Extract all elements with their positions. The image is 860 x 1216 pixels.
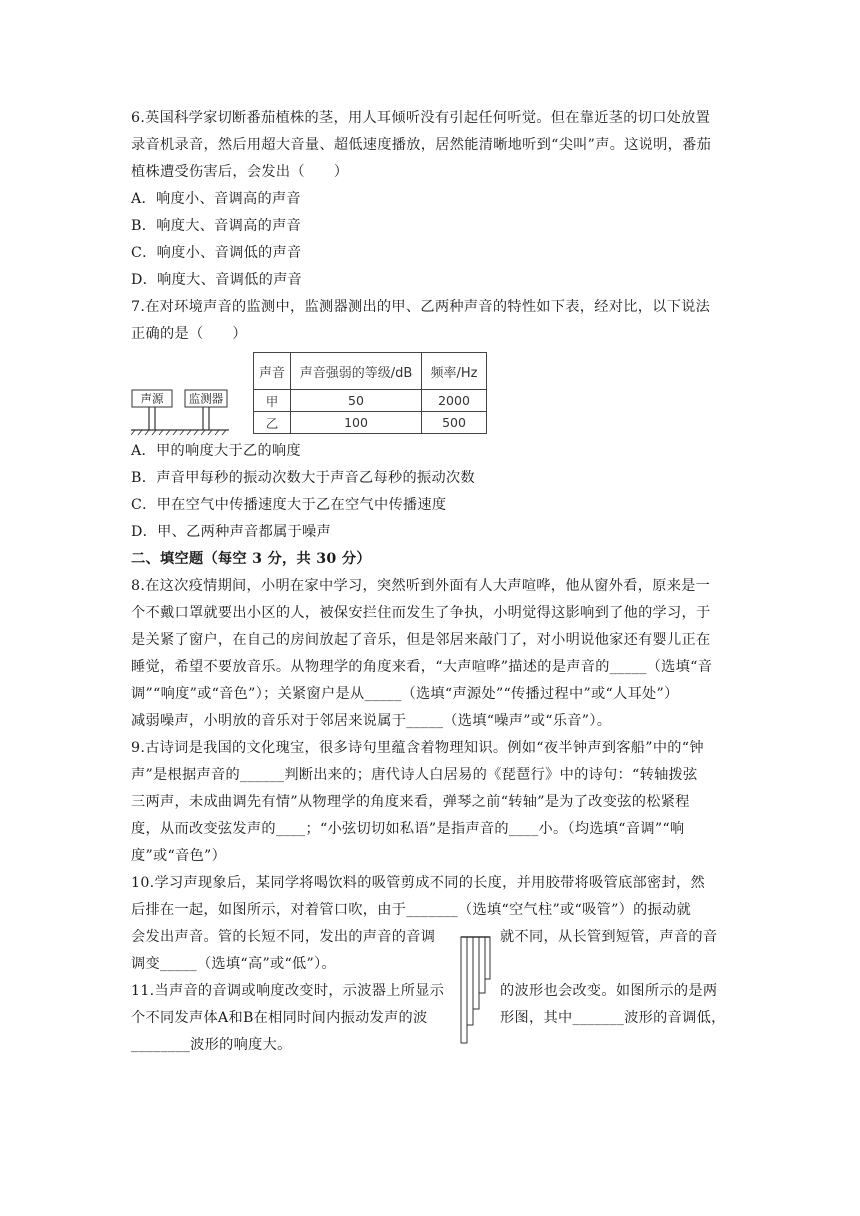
q9-line-3: 三两声，未成曲调先有情”从物理学的角度来看，弹琴之前“转轴”是为了改变弦的松紧程 xyxy=(131,794,690,810)
q9-line-2: 声”是根据声音的______判断出来的；唐代诗人白居易的《琵琶行》中的诗句：“转轴拨弦 xyxy=(131,767,698,783)
q11-line-1a: 11.当声音的音调或响度改变时，示波器上所显示 xyxy=(131,983,445,999)
q7-stem-line-1: 7.在对环境声音的监测中，监测器测出的甲、乙两种声音的特性如下表，经对比，以下说法 xyxy=(131,299,711,315)
q6-stem-line-3: 植株遭受伤害后，会发出（ ） xyxy=(131,164,349,180)
q11-line-2a: 个不同发声体A和B在相同时间内振动发声的波 xyxy=(131,1010,428,1026)
source-label: 声源 xyxy=(140,391,164,406)
q7-option-a: A．甲的响度大于乙的响度 xyxy=(131,443,301,459)
table-cell: 100 xyxy=(291,412,422,434)
q7-sound-table xyxy=(253,352,487,434)
q10-line-4: 调变_____（选填“高”或“低”）。 xyxy=(131,956,336,972)
q7-option-b: B．声音甲每秒的振动次数大于声音乙每秒的振动次数 xyxy=(131,470,475,486)
table-cell: 500 xyxy=(422,412,487,434)
table-row xyxy=(254,412,487,434)
q7-option-d: D．甲、乙两种声音都属于噪声 xyxy=(131,524,332,540)
straw-tubes-drawing xyxy=(455,935,491,1047)
section-title: 二、填空题（每空 3 分，共 30 分） xyxy=(131,551,371,567)
q6-stem-line-1: 6.英国科学家切断番茄植株的茎，用人耳倾听没有引起任何听觉。但在靠近茎的切口处放置 xyxy=(131,110,711,126)
q11-line-1b: 的波形也会改变。如图所示的是两 xyxy=(500,983,718,999)
q6-option-d: D．响度大、音调低的声音 xyxy=(131,272,303,288)
table-header-cell: 频率/Hz xyxy=(422,353,487,390)
q7-monitoring-diagram xyxy=(131,386,235,442)
q10-line-2: 后排在一起，如图所示，对着管口吹，由于_______（选填“空气柱”或“吸管”）的振动就 xyxy=(131,902,692,918)
table-cell: 甲 xyxy=(254,390,291,412)
table-cell: 乙 xyxy=(254,412,291,434)
q7-stem-line-2: 正确的是（ ） xyxy=(131,326,247,342)
q8-line-1: 8.在这次疫情期间，小明在家中学习，突然听到外面有人大声喧哗，他从窗外看，原来是一 xyxy=(131,578,711,594)
q10-line-3b: 就不同，从长管到短管，声音的音 xyxy=(500,929,718,945)
q11-line-3: ________波形的响度大。 xyxy=(131,1037,292,1053)
table-row xyxy=(254,390,487,412)
q6-option-a: A．响度小、音调高的声音 xyxy=(131,191,301,207)
straw-tubes-figure xyxy=(455,935,491,1051)
q11-line-2b: 形图，其中_______波形的音调低， xyxy=(500,1010,726,1026)
table-header-row xyxy=(254,353,487,390)
source-monitor-figure xyxy=(131,386,235,438)
q9-line-4: 度，从而改变弦发声的____；“小弦切切如私语”是指声音的____小。（均选填“音调”“响 xyxy=(131,821,685,837)
q8-line-2: 个不戴口罩就要出小区的人，被保安拦住而发生了争执，小明觉得这影响到了他的学习，于 xyxy=(131,605,711,621)
table-cell: 2000 xyxy=(422,390,487,412)
q6-option-b: B．响度大、音调高的声音 xyxy=(131,218,302,234)
q6-stem-line-2: 录音机录音，然后用超大音量、超低速度播放，居然能清晰地听到“尖叫”声。这说明，番茄 xyxy=(131,137,712,153)
q8-line-3: 是关紧了窗户，在自己的房间放起了音乐，但是邻居来敲门了，对小明说他家还有婴儿正在 xyxy=(131,632,711,648)
q8-line-5: 调”“响度”或“音色”）；关紧窗户是从_____（选填“声源处”“传播过程中”或“人耳处”） xyxy=(131,686,679,702)
q9-line-5: 度”或“音色”） xyxy=(131,848,227,864)
q10-line-1: 10.学习声现象后，某同学将喝饮料的吸管剪成不同的长度，并用胶带将吸管底部密封，然 xyxy=(131,875,705,891)
q7-option-c: C．甲在空气中传播速度大于乙在空气中传播速度 xyxy=(131,497,447,513)
q9-line-1: 9.古诗词是我国的文化瑰宝，很多诗句里蕴含着物理知识。例如“夜半钟声到客船”中的“钟 xyxy=(131,740,704,756)
q8-line-6: 减弱噪声，小明放的音乐对于邻居来说属于_____（选填“噪声”或“乐音”）。 xyxy=(131,713,612,729)
q10-line-3a: 会发出声音。管的长短不同，发出的声音的音调 xyxy=(131,929,436,945)
q6-option-c: C．响度小、音调低的声音 xyxy=(131,245,302,261)
monitor-label: 监测器 xyxy=(188,391,224,406)
q8-line-4: 睡觉，希望不要放音乐。从物理学的角度来看，“大声喧哗”描述的是声音的_____（选填“音 xyxy=(131,659,713,675)
table-cell: 50 xyxy=(291,390,422,412)
table-header-cell: 声音强弱的等级/dB xyxy=(291,353,422,390)
table-header-cell: 声音 xyxy=(254,353,291,390)
